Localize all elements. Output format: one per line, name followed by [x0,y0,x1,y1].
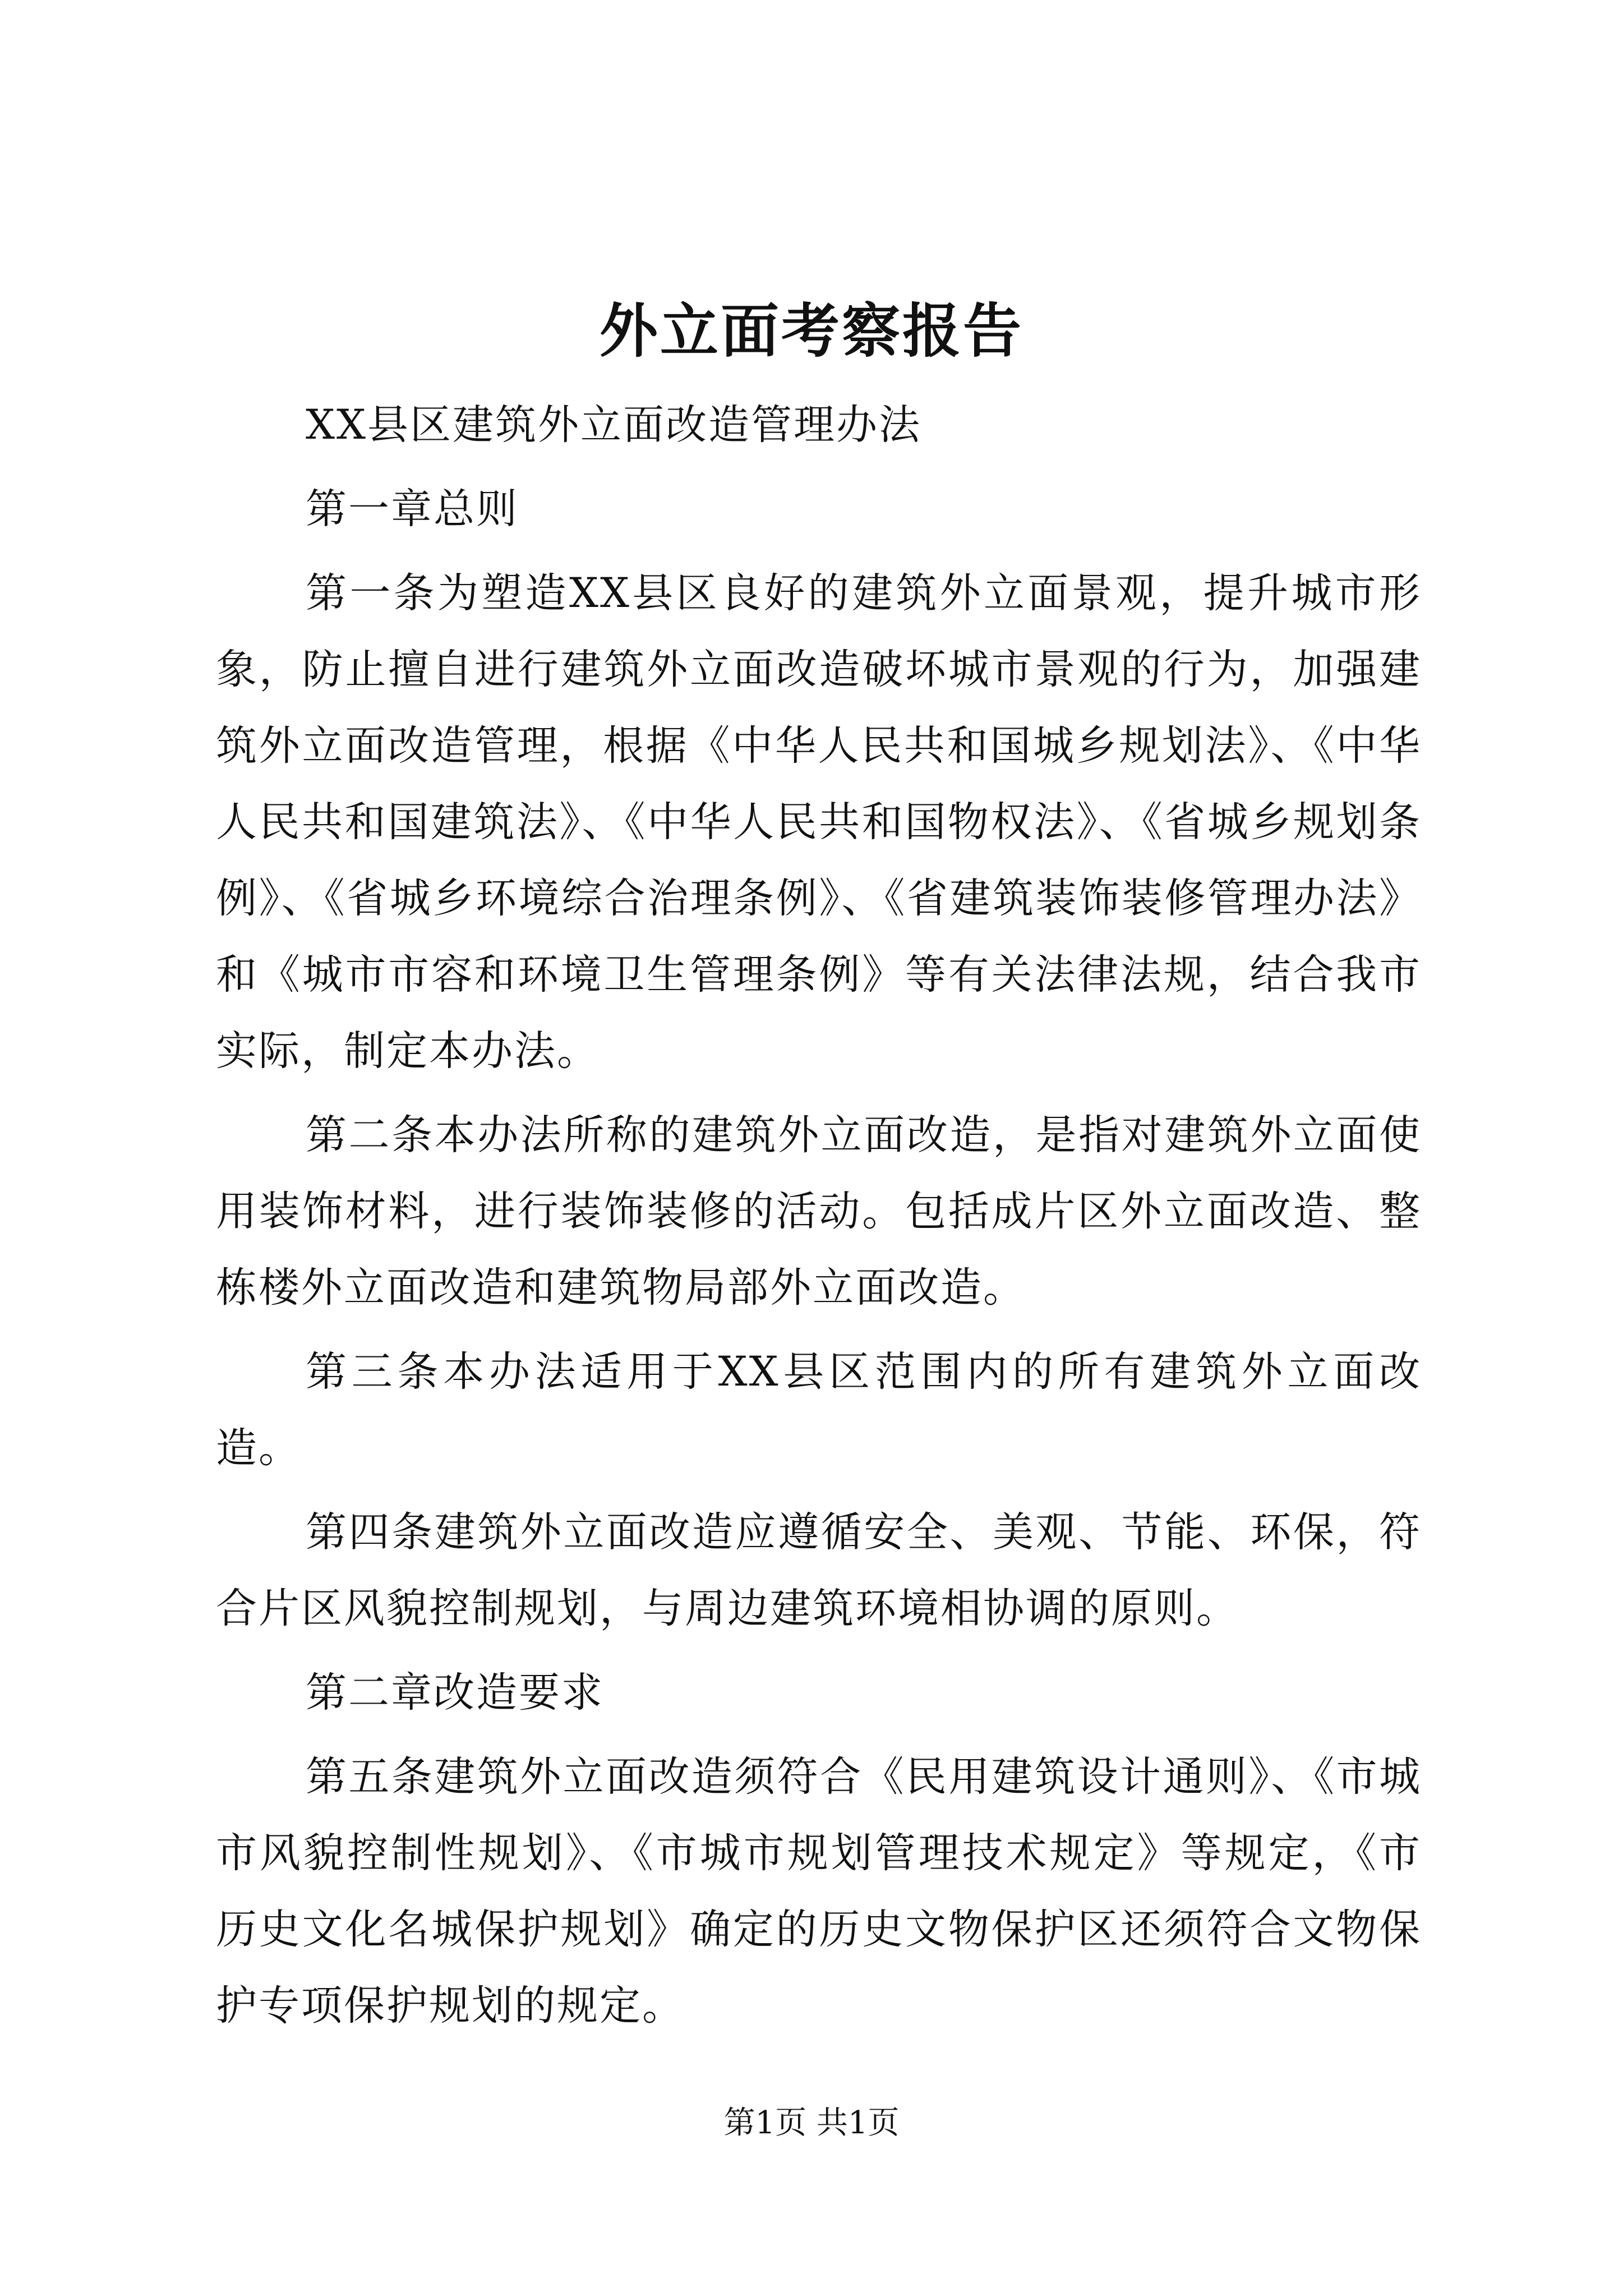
paragraph-article-5: 第五条建筑外立面改造须符合《民用建筑设计通则》、《市城市风貌控制性规划》、《市城市规划管理技术规定》等规定，《市历史文化名城保护规划》确定的历史文物保护区还须符合文物保护专项保护规划的规定。 [216,1753,1422,2030]
paragraph-chapter-2: 第二章改造要求 [306,1669,604,1717]
paragraph-article-2: 第二条本办法所称的建筑外立面改造，是指对建筑外立面使用装饰材料，进行装饰装修的活动。包括成片区外立面改造、整栋楼外立面改造和建筑物局部外立面改造。 [216,1111,1422,1312]
page-footer: 第1页 共1页 [723,2105,900,2141]
paragraph-heading: XX县区建筑外立面改造管理办法 [306,401,921,449]
paragraph-article-1: 第一条为塑造XX县区良好的建筑外立面景观，提升城市形象，防止擅自进行建筑外立面改造破坏城市景观的行为，加强建筑外立面改造管理，根据《中华人民共和国城乡规划法》、《中华人民共和国建筑法》、《中华人民共和国物权法》、《省城乡规划条例》、《省城乡环境综合治理条例》、《省建筑装饰装修管理办法》和《城市市容和环境卫生管理条例》等有关法律法规，结合我市实际，制定本办法。 [216,569,1422,1075]
paragraph-chapter-1: 第一章总则 [306,485,519,533]
paragraph-article-3: 第三条本办法适用于XX县区范围内的所有建筑外立面改造。 [216,1348,1422,1472]
paragraph-article-4: 第四条建筑外立面改造应遵循安全、美观、节能、环保，符合片区风貌控制规划，与周边建筑环境相协调的原则。 [216,1508,1422,1632]
document-title: 外立面考察报告 [599,296,1023,365]
document-body [216,387,1422,2052]
